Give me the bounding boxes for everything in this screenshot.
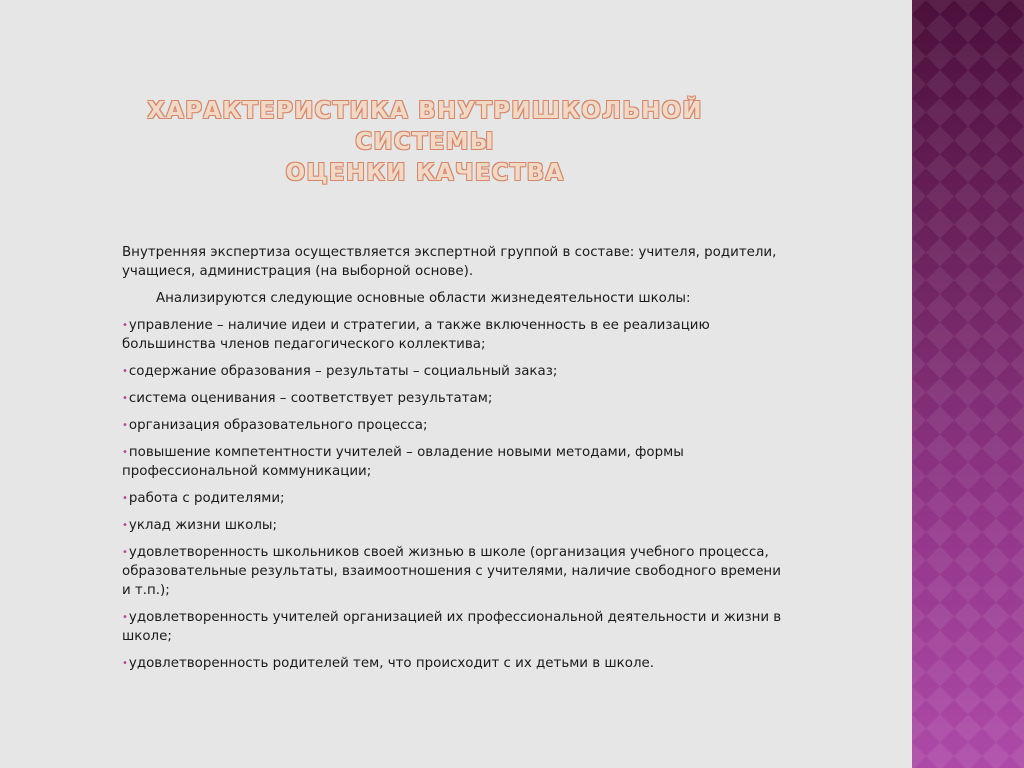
decorative-side-panel [912,0,1024,768]
bullet-item [122,608,782,646]
bullet-item [122,443,782,481]
bullet-item [122,389,782,408]
slide-title-line-2: ОЦЕНКИ КАЧЕСТВА [285,160,565,186]
bullet-text: содержание образования – результаты – социальный заказ; [128,364,558,379]
bullet-icon: • [122,520,128,531]
bullet-icon: • [122,612,128,623]
bullet-icon: • [122,366,128,377]
bullet-item [122,489,782,508]
bullet-text: работа с родителями; [128,491,285,506]
lead-paragraph: Анализируются следующие основные области жизнедеятельности школы: [156,291,691,306]
bullet-icon: • [122,547,128,558]
bullet-text: управление – наличие идеи и стратегии, а также включенность в ее реализацию большинства членов педагогического коллектива; [122,318,710,352]
bullet-item [122,316,782,354]
bullet-text: повышение компетентности учителей – овладение новыми методами, формы профессиональной коммуникации; [122,445,684,479]
bullet-icon: • [122,320,128,331]
bullet-text: удовлетворенность учителей организацией их профессиональной деятельности и жизни в школе; [122,610,782,644]
bullet-text: организация образовательного процесса; [128,418,428,433]
bullet-text: система оценивания – соответствует результатам; [128,391,493,406]
bullet-icon: • [122,658,128,669]
bullet-text: уклад жизни школы; [128,518,277,533]
slide-title-line-1: ХАРАКТЕРИСТИКА ВНУТРИШКОЛЬНОЙ СИСТЕМЫ [147,98,703,155]
bullet-icon: • [122,447,128,458]
bullet-item [122,416,782,435]
bullet-icon: • [122,393,128,404]
bullet-icon: • [122,493,128,504]
intro-paragraph: Внутренняя экспертиза осуществляется экспертной группой в составе: учителя, родители, учащиеся, администрация (на выборной основе). [122,245,777,279]
bullet-text: удовлетворенность родителей тем, что происходит с их детьми в школе. [128,656,655,671]
bullet-item [122,516,782,535]
bullet-item [122,654,782,673]
bullet-text: удовлетворенность школьников своей жизнью в школе (организация учебного процесса, образовательные результаты, взаимоотношения с учителями, наличие свободного времени и т.п.); [122,545,781,598]
bullet-item [122,543,782,600]
slide-title [100,96,750,189]
bullet-icon: • [122,420,128,431]
slide-body [122,243,782,681]
bullet-item [122,362,782,381]
